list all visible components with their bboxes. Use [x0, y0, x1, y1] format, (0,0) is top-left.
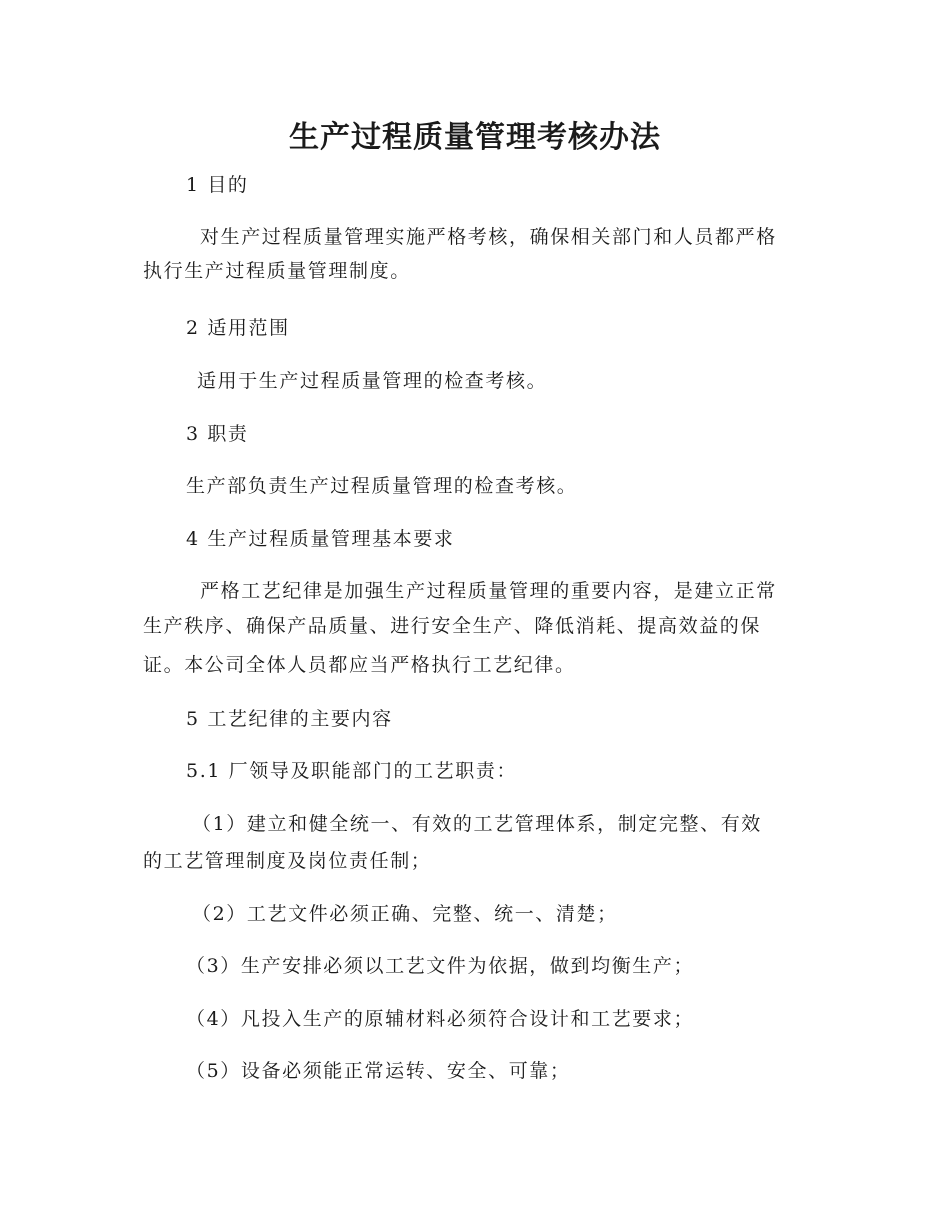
- section-4-body-line-2: 生产秩序、确保产品质量、进行安全生产、降低消耗、提高效益的保: [143, 615, 762, 637]
- section-4-body-line-1: 严格工艺纪律是加强生产过程质量管理的重要内容，是建立正常: [200, 580, 777, 602]
- section-1-body-line-1: 对生产过程质量管理实施严格考核，确保相关部门和人员都严格: [200, 226, 777, 248]
- list-item-1-line-2: 的工艺管理制度及岗位责任制；: [143, 850, 432, 872]
- section-5-1-heading: 5.1 厂领导及职能部门的工艺职责：: [186, 760, 518, 782]
- section-2-body: 适用于生产过程质量管理的检查考核。: [197, 370, 548, 392]
- section-3-body: 生产部负责生产过程质量管理的检查考核。: [186, 475, 578, 497]
- section-4-body-line-3: 证。本公司全体人员都应当严格执行工艺纪律。: [143, 654, 576, 676]
- list-item-5: （5）设备必须能正常运转、安全、可靠；: [186, 1060, 571, 1082]
- list-item-4: （4）凡投入生产的原辅材料必须符合设计和工艺要求；: [186, 1008, 695, 1030]
- section-5-heading: 5 工艺纪律的主要内容: [186, 708, 393, 730]
- list-item-1-line-1: （1）建立和健全统一、有效的工艺管理体系，制定完整、有效: [192, 813, 762, 835]
- list-item-2: （2）工艺文件必须正确、完整、统一、清楚；: [192, 903, 618, 925]
- section-1-body-line-2: 执行生产过程质量管理制度。: [143, 260, 411, 282]
- section-1-heading: 1 目的: [186, 174, 249, 196]
- section-4-heading: 4 生产过程质量管理基本要求: [186, 528, 455, 550]
- section-2-heading: 2 适用范围: [186, 317, 290, 339]
- document-title: 生产过程质量管理考核办法: [289, 120, 661, 155]
- list-item-3: （3）生产安排必须以工艺文件为依据，做到均衡生产；: [186, 955, 695, 977]
- section-3-heading: 3 职责: [186, 423, 249, 445]
